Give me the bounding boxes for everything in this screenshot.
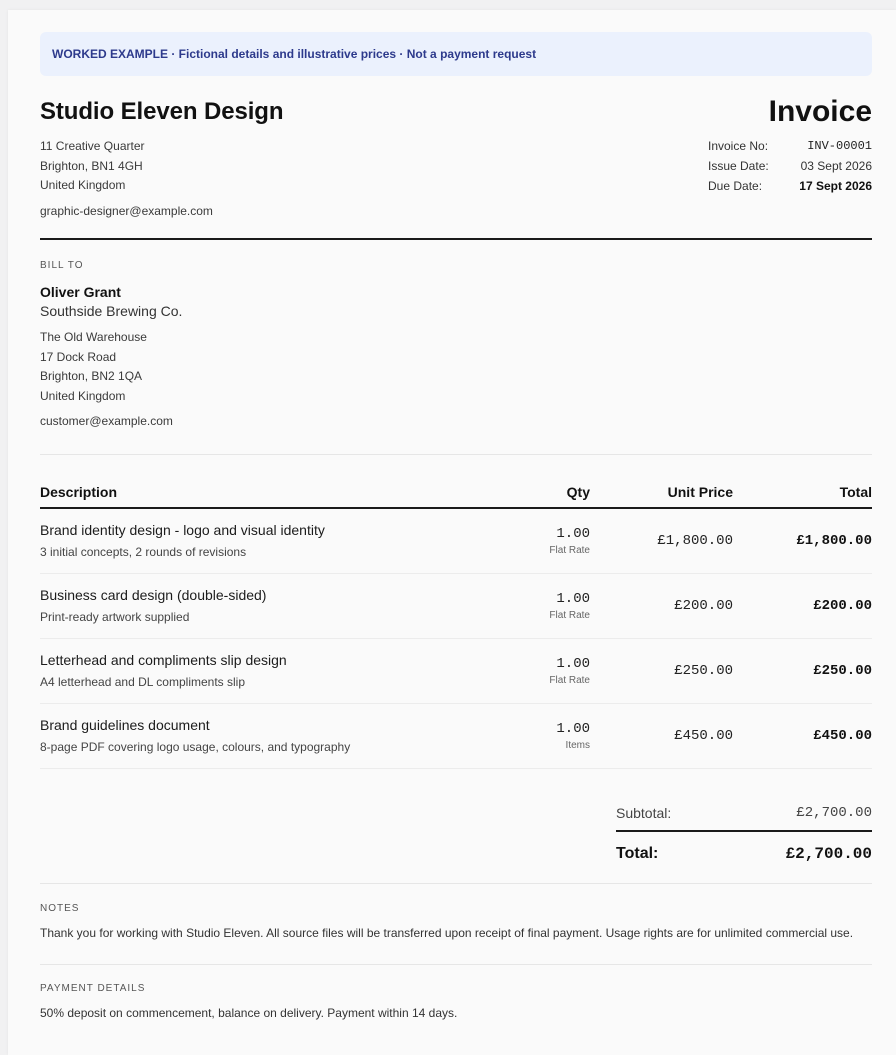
subtotal-row xyxy=(616,805,872,821)
customer-address-line: The Old Warehouse xyxy=(40,330,147,344)
item-qty: 1.00 xyxy=(556,655,590,672)
item-description-cell xyxy=(40,573,480,638)
due-date-label: Due Date: xyxy=(708,179,763,193)
header-total: Total xyxy=(733,476,872,508)
table-row xyxy=(40,508,872,573)
totals-section xyxy=(40,769,872,883)
item-unit-price: £450.00 xyxy=(590,703,733,768)
item-qty-cell xyxy=(480,573,590,638)
table-row xyxy=(40,573,872,638)
item-qty-cell xyxy=(480,703,590,768)
item-subtitle: 3 initial concepts, 2 rounds of revisions xyxy=(40,545,247,560)
total-row xyxy=(616,845,872,863)
item-description-cell xyxy=(40,638,480,703)
invoice-title: Invoice xyxy=(768,95,872,128)
payment-label: PAYMENT DETAILS xyxy=(40,982,146,994)
notes-text: Thank you for working with Studio Eleven. All source files will be transferred upon receipt of final payment. Usage rights are for unlimited commercial use. xyxy=(40,925,854,940)
item-title: Letterhead and compliments slip design xyxy=(40,652,287,668)
subtotal-label: Subtotal: xyxy=(616,804,672,821)
customer-address-line: Brighton, BN2 1QA xyxy=(40,369,143,383)
item-qty-unit: Items xyxy=(565,739,590,751)
total-divider xyxy=(616,830,872,832)
customer-address xyxy=(40,328,872,406)
item-description-cell xyxy=(40,508,480,573)
invoice-content xyxy=(40,32,872,1020)
invoice-number-row xyxy=(708,136,872,156)
banner-text: WORKED EXAMPLE · Fictional details and illustrative prices · Not a payment request xyxy=(52,47,537,61)
business-address-line: 11 Creative Quarter xyxy=(40,139,145,153)
item-unit-price: £200.00 xyxy=(590,573,733,638)
customer-name: Oliver Grant xyxy=(40,284,121,300)
item-subtitle: 8-page PDF covering logo usage, colours, and typography xyxy=(40,740,351,754)
item-qty-cell xyxy=(480,638,590,703)
notes-label: NOTES xyxy=(40,902,80,914)
line-items-table xyxy=(40,476,872,769)
item-title: Business card design (double-sided) xyxy=(40,587,267,603)
table-row xyxy=(40,638,872,703)
item-qty-cell xyxy=(480,508,590,573)
issue-date-row xyxy=(708,156,872,176)
item-total: £450.00 xyxy=(733,703,872,768)
payment-section xyxy=(40,965,872,1020)
due-date: 17 Sept 2026 xyxy=(799,179,872,193)
business-name: Studio Eleven Design xyxy=(40,98,284,125)
item-subtitle: A4 letterhead and DL compliments slip xyxy=(40,675,245,689)
header-unit-price: Unit Price xyxy=(590,476,733,508)
invoice-page xyxy=(8,10,896,1055)
item-total: £1,800.00 xyxy=(733,508,872,573)
business-email: graphic-designer@example.com xyxy=(40,203,213,218)
item-qty-unit: Flat Rate xyxy=(549,544,590,556)
business-address-line: United Kingdom xyxy=(40,178,126,192)
item-total: £250.00 xyxy=(733,638,872,703)
total-label: Total: xyxy=(616,844,659,862)
bill-to-section xyxy=(40,240,872,454)
header-description: Description xyxy=(40,476,480,508)
invoice-meta xyxy=(708,136,872,196)
item-qty-unit: Flat Rate xyxy=(549,609,590,621)
customer-email: customer@example.com xyxy=(40,414,173,428)
item-qty: 1.00 xyxy=(556,525,590,542)
item-total: £200.00 xyxy=(733,573,872,638)
item-title: Brand identity design - logo and visual identity xyxy=(40,522,325,539)
bill-to-label: BILL TO xyxy=(40,260,84,271)
total-value: £2,700.00 xyxy=(785,844,872,863)
due-date-row xyxy=(708,176,872,196)
item-qty: 1.00 xyxy=(556,590,590,607)
customer-company: Southside Brewing Co. xyxy=(40,303,183,319)
issue-date-label: Issue Date: xyxy=(708,159,769,173)
item-subtitle: Print-ready artwork supplied xyxy=(40,610,190,624)
notes-section xyxy=(40,884,872,964)
invoice-number: INV-00001 xyxy=(807,139,872,153)
invoice-number-label: Invoice No: xyxy=(708,139,769,153)
item-unit-price: £250.00 xyxy=(590,638,733,703)
issue-date: 03 Sept 2026 xyxy=(800,159,872,173)
table-row xyxy=(40,703,872,768)
item-description-cell xyxy=(40,703,480,768)
subtotal-value: £2,700.00 xyxy=(796,804,872,821)
business-address-line: Brighton, BN1 4GH xyxy=(40,158,143,173)
worked-example-banner xyxy=(40,32,872,76)
item-title: Brand guidelines document xyxy=(40,717,210,733)
bill-to-divider xyxy=(40,454,872,455)
item-unit-price: £1,800.00 xyxy=(590,508,733,573)
table-header-row xyxy=(40,476,872,508)
invoice-header xyxy=(40,95,872,238)
item-qty-unit: Flat Rate xyxy=(549,674,590,686)
header-qty: Qty xyxy=(480,476,590,508)
customer-address-line: United Kingdom xyxy=(40,388,126,403)
payment-text: 50% deposit on commencement, balance on delivery. Payment within 14 days. xyxy=(40,1005,458,1020)
item-qty: 1.00 xyxy=(556,720,590,737)
customer-address-line: 17 Dock Road xyxy=(40,349,117,364)
